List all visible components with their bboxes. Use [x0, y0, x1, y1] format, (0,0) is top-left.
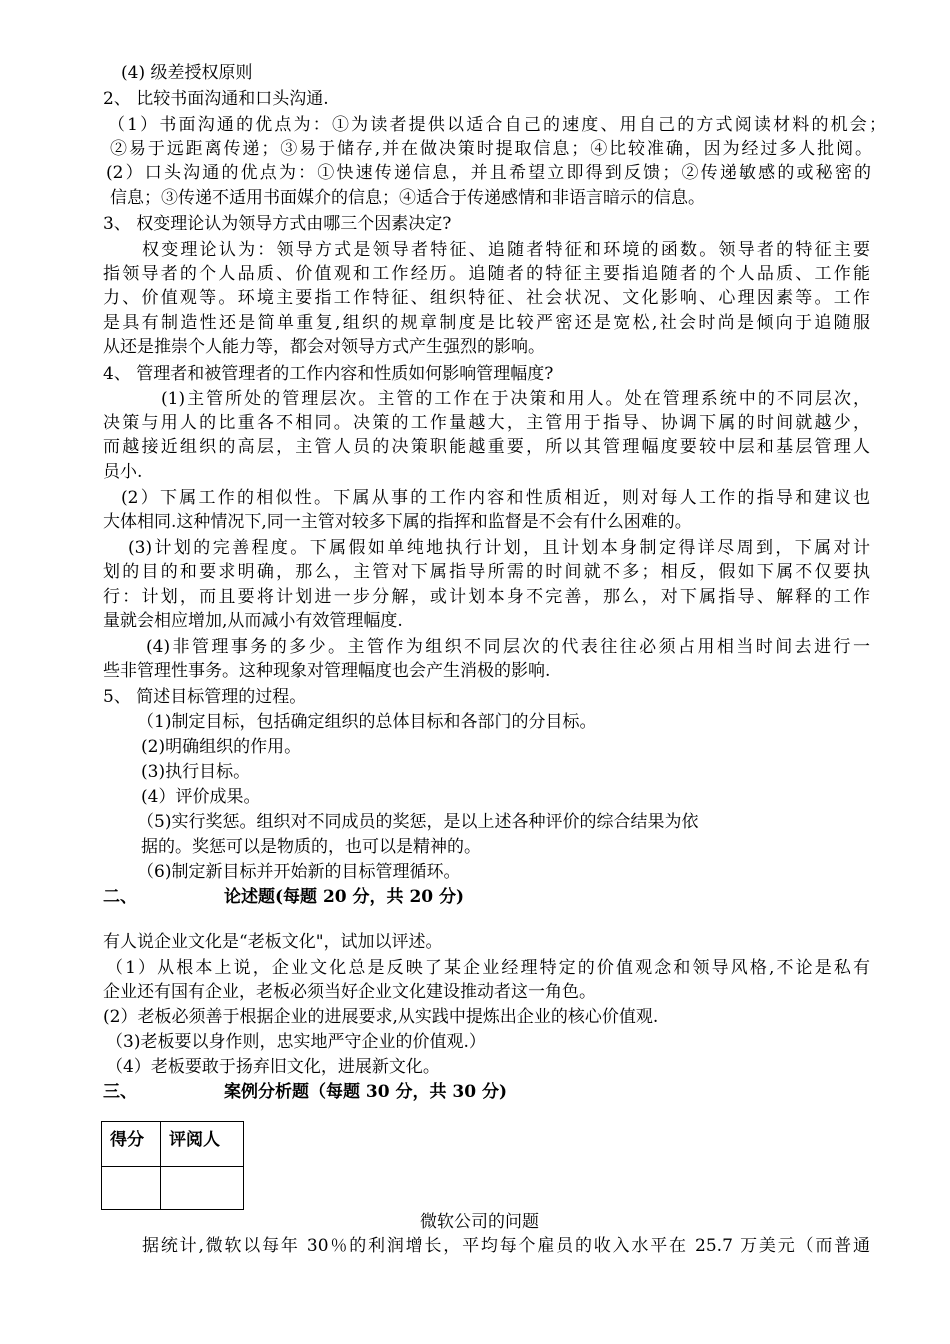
section-title: 案例分析题（每题 30 分，共 30 分) — [224, 1082, 508, 1102]
text-line: (2)明确组织的作用。 — [141, 737, 302, 757]
text-line: 而越接近组织的高层，主管人员的决策职能越重要，所以其管理幅度要较中层和基层管理人 — [103, 437, 870, 457]
text-line: 是具有制造性还是简单重复,组织的规章制度是比较严密还是宽松,社会时尚是倾向于追随服 — [103, 313, 870, 333]
text-line: 大体相同.这种情况下,同一主管对较多下属的指挥和监督是不会有什么困难的。 — [103, 512, 692, 532]
text-line: 员小. — [103, 462, 143, 482]
text-line: 力、价值观等。环境主要指工作特征、组织特征、社会状况、文化影响、心理因素等。工作 — [103, 288, 870, 308]
text-line: (3)计划的完善程度。下属假如单纯地执行计划，且计划本身制定得详尽周到，下属对计 — [128, 538, 870, 558]
score-table — [101, 1121, 244, 1210]
text-line: ②易于远距离传递；③易于储存,并在做决策时提取信息；④比较准确，因为经过多人批阅。 — [110, 139, 872, 159]
score-cell — [102, 1167, 161, 1210]
text-line: 决策与用人的比重各不相同。决策的工作量越大，主管用于指导、协调下属的时间就越少， — [103, 413, 870, 433]
text-line: (2）老板必须善于根据企业的进展要求,从实践中提炼出企业的核心价值观. — [103, 1007, 659, 1027]
case-title: 微软公司的问题 — [420, 1212, 539, 1232]
text-line: （4）老板要敢于扬弃旧文化，进展新文化。 — [106, 1057, 440, 1077]
text-line: （6)制定新目标并开始新的目标管理循环。 — [137, 862, 461, 882]
question-heading: 2、 比较书面沟通和口头沟通. — [103, 89, 329, 109]
score-header: 得分 — [102, 1122, 161, 1167]
section-number: 二、 — [103, 887, 137, 907]
text-line: (4）评价成果。 — [141, 787, 261, 807]
text-line: 指领导者的个人品质、价值观和工作经历。追随者的特征主要指追随者的个人品质、工作能 — [103, 264, 870, 284]
text-line: （1）从根本上说，企业文化总是反映了某企业经理特定的价值观念和领导风格,不论是私有 — [106, 958, 870, 978]
text-line: （1)制定目标，包括确定组织的总体目标和各部门的分目标。 — [137, 712, 597, 732]
text-line: (4) 级差授权原则 — [121, 63, 253, 83]
text-line: (4)非管理事务的多少。主管作为组织不同层次的代表往往必须占用相当时间去进行一 — [146, 637, 870, 657]
section-number: 三、 — [103, 1082, 137, 1102]
question-heading: 4、 管理者和被管理者的工作内容和性质如何影响管理幅度? — [103, 364, 554, 384]
question-heading: 3、 权变理论认为领导方式由哪三个因素决定? — [103, 214, 452, 234]
text-line: 行：计划，而且要将计划进一步分解，或计划本身不完善，那么，对下属指导、解释的工作 — [103, 587, 870, 607]
text-line: (3)执行目标。 — [141, 762, 251, 782]
text-line: 些非管理性事务。这种现象对管理幅度也会产生消极的影响. — [103, 661, 551, 681]
text-line: （5)实行奖惩。组织对不同成员的奖惩，是以上述各种评价的综合结果为依 — [137, 812, 699, 832]
reviewer-cell — [161, 1167, 244, 1210]
text-line: 量就会相应增加,从而减小有效管理幅度. — [103, 611, 403, 631]
text-line: 从还是推崇个人能力等，都会对领导方式产生强烈的影响。 — [103, 337, 545, 357]
text-line: （1）书面沟通的优点为：①为读者提供以适合自己的速度、用自己的方式阅读材料的机会； — [108, 115, 886, 135]
text-line: (2）下属工作的相似性。下属从事的工作内容和性质相近，则对每人工作的指导和建议也 — [121, 488, 870, 508]
text-line: 据的。奖惩可以是物质的，也可以是精神的。 — [141, 837, 481, 857]
text-line: (2）口头沟通的优点为：①快速传递信息，并且希望立即得到反馈；②传递敏感的或秘密的 — [106, 163, 871, 183]
question-heading: 5、 简述目标管理的过程。 — [103, 687, 307, 707]
text-line: 据统计,微软以每年 30％的利润增长，平均每个雇员的收入水平在 25.7 万美元（而普通 — [142, 1236, 870, 1256]
reviewer-header: 评阅人 — [161, 1122, 244, 1167]
essay-question: 有人说企业文化是“老板文化"，试加以评述。 — [103, 932, 443, 952]
section-title: 论述题(每题 20 分，共 20 分) — [224, 887, 465, 907]
text-line: 权变理论认为：领导方式是领导者特征、追随者特征和环境的函数。领导者的特征主要 — [142, 240, 870, 260]
text-line: 信息；③传递不适用书面媒介的信息；④适合于传递感情和非语言暗示的信息。 — [110, 188, 705, 208]
text-line: 划的目的和要求明确，那么，主管对下属指导所需的时间就不多；相反，假如下属不仅要执 — [103, 562, 870, 582]
text-line: （3)老板要以身作则，忠实地严守企业的价值观.） — [106, 1032, 486, 1052]
text-line: (1)主管所处的管理层次。主管的工作在于决策和用人。处在管理系统中的不同层次， — [161, 389, 870, 409]
text-line: 企业还有国有企业，老板必须当好企业文化建设推动者这一角色。 — [103, 982, 596, 1002]
